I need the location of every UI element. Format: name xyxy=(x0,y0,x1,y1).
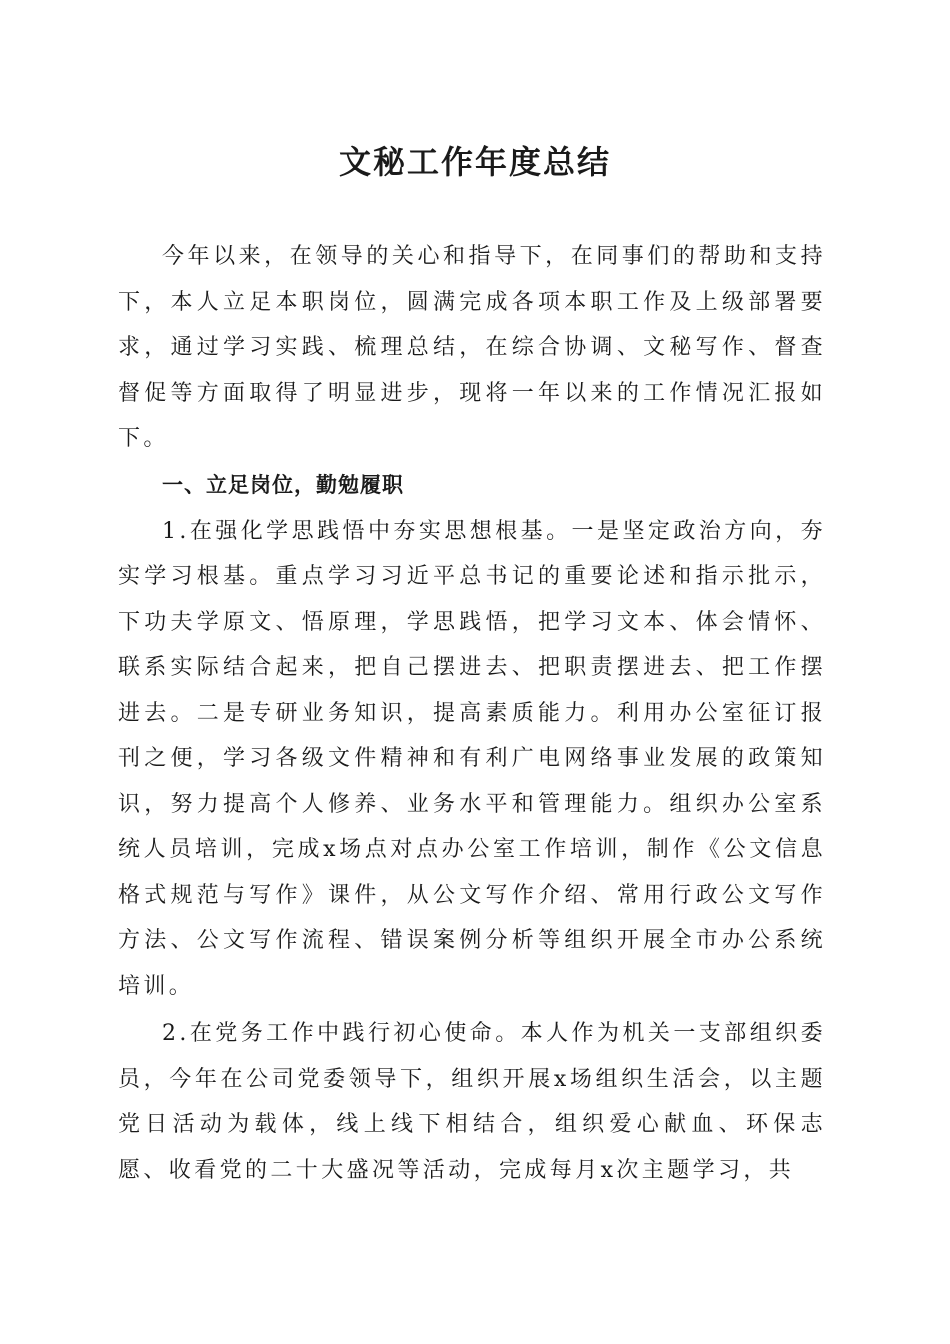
section-heading-1: 一、立足岗位，勤勉履职 xyxy=(162,472,404,497)
section-1-paragraph-2: 2.在党务工作中践行初心使命。本人作为机关一支部组织委员，今年在公司党委领导下，组织开展x场组织生活会，以主题党日活动为载体，线上线下相结合，组织爱心献血、环保志愿、收看党的二十大盛况等活动，完成每月x次主题学习，共 xyxy=(118,1021,826,1183)
section-1-paragraph-1: 1.在强化学思践悟中夯实思想根基。一是坚定政治方向，夯实学习根基。重点学习习近平总书记的重要论述和指示批示，下功夫学原文、悟原理，学思践悟，把学习文本、体会情怀、联系实际结合起来，把自己摆进去、把职责摆进去、把工作摆进去。二是专研业务知识，提高素质能力。利用办公室征订报刊之便，学习各级文件精神和有利广电网络事业发展的政策知识，努力提高个人修养、业务水平和管理能力。组织办公室系统人员培训，完成x场点对点办公室工作培训，制作《公文信息格式规范与写作》课件，从公文写作介绍、常用行政公文写作方法、公文写作流程、错误案例分析等组织开展全市办公系统培训。 xyxy=(118,518,826,999)
document-title: 文秘工作年度总结 xyxy=(338,143,611,181)
document-body xyxy=(118,234,826,1193)
intro-paragraph: 今年以来，在领导的关心和指导下，在同事们的帮助和支持下，本人立足本职岗位，圆满完成各项本职工作及上级部署要求，通过学习实践、梳理总结，在综合协调、文秘写作、督查督促等方面取得了明显进步，现将一年以来的工作情况汇报如下。 xyxy=(118,244,826,451)
